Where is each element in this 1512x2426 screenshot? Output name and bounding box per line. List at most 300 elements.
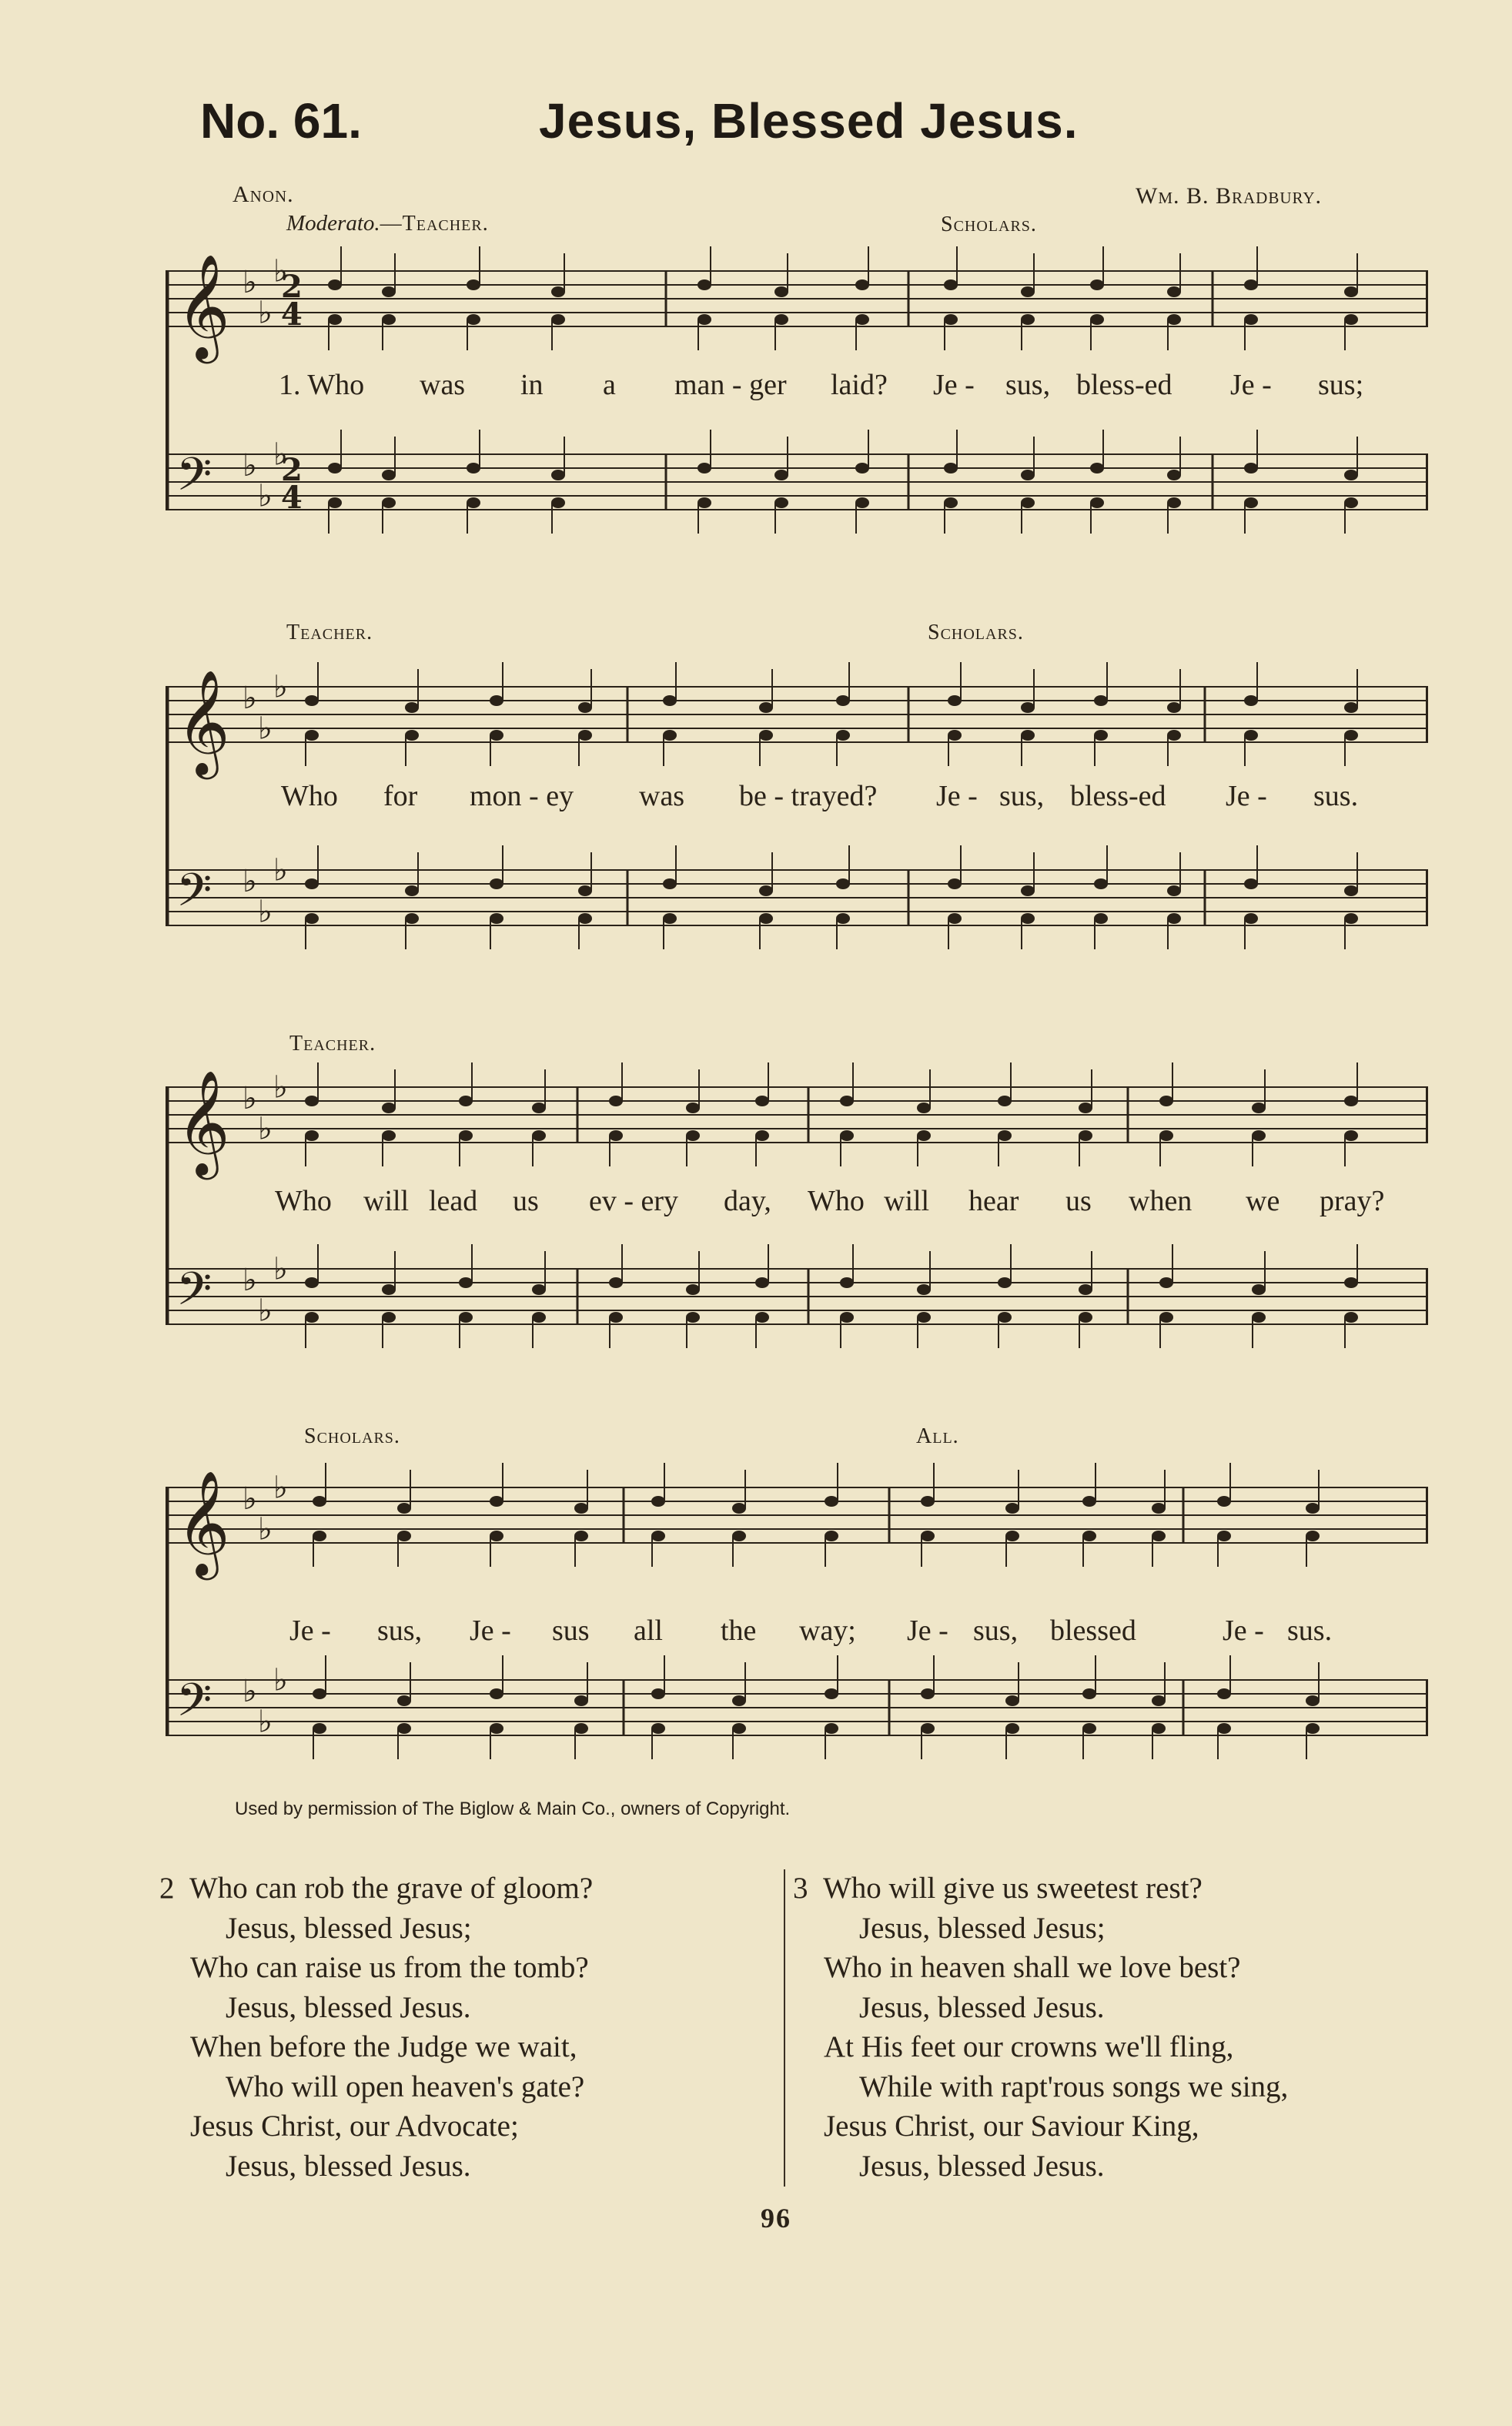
lyric-syllable: Je -	[907, 1615, 948, 1647]
treble-clef-icon: 𝄞	[176, 253, 230, 359]
notehead	[697, 279, 711, 290]
notehead	[948, 878, 962, 889]
notehead	[1217, 1531, 1231, 1541]
notehead	[405, 913, 419, 924]
notehead	[774, 497, 788, 508]
notehead	[836, 878, 850, 889]
notehead	[651, 1496, 665, 1507]
notehead	[1021, 286, 1035, 297]
notehead	[1090, 463, 1104, 473]
notehead	[948, 913, 962, 924]
notehead	[1082, 1723, 1096, 1734]
lyric-syllable: Who	[281, 780, 338, 812]
notehead	[1152, 1695, 1166, 1706]
verse-line: Who in heaven shall we love best?	[824, 1951, 1241, 1984]
notehead	[551, 286, 565, 297]
lyric-syllable: pray?	[1320, 1185, 1385, 1217]
notehead	[732, 1723, 746, 1734]
notehead	[825, 1723, 838, 1734]
lyric-syllable: Je -	[470, 1615, 511, 1647]
notehead	[1244, 279, 1258, 290]
notehead	[1244, 730, 1258, 741]
notehead	[998, 1130, 1012, 1141]
lyric-syllable: Je -	[1226, 780, 1267, 812]
notehead	[1021, 730, 1035, 741]
treble-clef-icon: 𝄞	[176, 668, 230, 775]
notehead	[574, 1503, 588, 1514]
notehead	[490, 1496, 503, 1507]
bass-clef-icon: 𝄢	[176, 863, 212, 928]
notehead	[1159, 1096, 1173, 1106]
notehead	[459, 1130, 473, 1141]
notehead	[609, 1312, 623, 1323]
notehead	[405, 702, 419, 713]
verse-2	[159, 1869, 593, 2186]
verse-line: Jesus Christ, our Saviour King,	[824, 2110, 1199, 2143]
lyric-syllable: Who	[808, 1185, 865, 1217]
notehead	[1021, 702, 1035, 713]
notehead	[1252, 1284, 1266, 1295]
notehead	[397, 1531, 411, 1541]
notehead	[1005, 1723, 1019, 1734]
notehead	[1079, 1284, 1092, 1295]
part-label-all-4: All.	[916, 1424, 959, 1448]
notehead	[686, 1130, 700, 1141]
flat-icon: ♭	[273, 852, 288, 888]
notehead	[917, 1312, 931, 1323]
bass-clef-icon: 𝄢	[176, 1262, 212, 1327]
flat-icon: ♭	[273, 1069, 288, 1106]
lyric-syllable: bless-ed	[1076, 369, 1172, 401]
notehead	[1167, 286, 1181, 297]
notehead	[490, 1531, 503, 1541]
notehead	[490, 695, 503, 706]
notehead	[1159, 1312, 1173, 1323]
notehead	[1021, 497, 1035, 508]
flat-icon: ♭	[258, 711, 273, 747]
flat-icon: ♭	[273, 437, 288, 473]
flat-icon: ♭	[258, 1293, 273, 1329]
verse-line: Who will open heaven's gate?	[226, 2070, 585, 2103]
notehead	[1021, 885, 1035, 896]
notehead	[1152, 1723, 1166, 1734]
notehead	[1094, 695, 1108, 706]
notehead	[1079, 1130, 1092, 1141]
notehead	[1090, 497, 1104, 508]
lyric-syllable: way;	[799, 1615, 856, 1647]
notehead	[305, 1096, 319, 1106]
notehead	[840, 1096, 854, 1106]
notehead	[467, 497, 480, 508]
notehead	[397, 1503, 411, 1514]
notehead	[305, 913, 319, 924]
lyric-syllable: Je -	[1230, 369, 1272, 401]
flat-icon: ♭	[243, 265, 257, 300]
notehead	[840, 1312, 854, 1323]
notehead	[459, 1277, 473, 1288]
notehead	[1079, 1312, 1092, 1323]
treble-clef-icon: 𝄞	[176, 1469, 230, 1575]
lyric-syllable: was	[420, 369, 466, 401]
notehead	[467, 314, 480, 325]
notehead	[663, 878, 677, 889]
notehead	[1306, 1531, 1320, 1541]
notehead	[825, 1496, 838, 1507]
part-label-scholars-2: Scholars.	[928, 621, 1024, 644]
notehead	[759, 913, 773, 924]
notehead	[490, 913, 503, 924]
verse-line: While with rapt'rous songs we sing,	[859, 2070, 1289, 2103]
notehead	[574, 1695, 588, 1706]
notehead	[1344, 1130, 1358, 1141]
time-signature-top: 2	[281, 452, 303, 488]
flat-icon: ♭	[243, 1674, 257, 1709]
notehead	[1152, 1503, 1166, 1514]
notehead	[836, 695, 850, 706]
notehead	[1217, 1688, 1231, 1699]
notehead	[305, 730, 319, 741]
flat-icon: ♭	[243, 1081, 257, 1116]
words-credit: Anon.	[232, 182, 294, 207]
verse-line: Jesus, blessed Jesus.	[226, 1990, 471, 2024]
notehead	[305, 1130, 319, 1141]
notehead	[1306, 1503, 1320, 1514]
notehead	[1021, 470, 1035, 480]
lyric-syllable: Je -	[933, 369, 975, 401]
notehead	[578, 885, 592, 896]
notehead	[1344, 913, 1358, 924]
notehead	[1344, 314, 1358, 325]
notehead	[697, 497, 711, 508]
lyric-syllable: was	[639, 780, 685, 812]
notehead	[1344, 730, 1358, 741]
flat-icon: ♭	[273, 253, 288, 289]
notehead	[1344, 497, 1358, 508]
notehead	[1005, 1695, 1019, 1706]
notehead	[1244, 913, 1258, 924]
notehead	[944, 314, 958, 325]
notehead	[1244, 695, 1258, 706]
notehead	[551, 470, 565, 480]
flat-icon: ♭	[258, 1511, 273, 1548]
notehead	[328, 314, 342, 325]
notehead	[305, 1312, 319, 1323]
notehead	[732, 1531, 746, 1541]
notehead	[1167, 470, 1181, 480]
notehead	[855, 463, 869, 473]
notehead	[1152, 1531, 1166, 1541]
lyric-syllable: laid?	[831, 369, 888, 401]
notehead	[305, 1277, 319, 1288]
lyric-syllable: blessed	[1050, 1615, 1136, 1647]
lyric-syllable: for	[383, 780, 418, 812]
notehead	[578, 913, 592, 924]
bass-clef-icon: 𝄢	[176, 447, 212, 512]
notehead	[921, 1723, 935, 1734]
notehead	[651, 1723, 665, 1734]
notehead	[405, 885, 419, 896]
notehead	[397, 1695, 411, 1706]
notehead	[313, 1723, 326, 1734]
verse-line: Jesus, blessed Jesus;	[859, 1911, 1106, 1945]
notehead	[651, 1531, 665, 1541]
notehead	[759, 885, 773, 896]
lyric-syllable: sus	[552, 1615, 590, 1647]
notehead	[382, 1284, 396, 1295]
notehead	[1167, 497, 1181, 508]
flat-icon: ♭	[258, 1704, 273, 1740]
notehead	[313, 1496, 326, 1507]
notehead	[1159, 1277, 1173, 1288]
verse-line: Who can raise us from the tomb?	[190, 1951, 589, 1984]
lyric-syllable: a	[603, 369, 616, 401]
notehead	[697, 463, 711, 473]
notehead	[490, 1688, 503, 1699]
notehead	[732, 1695, 746, 1706]
notehead	[921, 1531, 935, 1541]
verse-number: 3	[793, 1872, 808, 1905]
notehead	[1005, 1531, 1019, 1541]
part-label-teacher-3: Teacher.	[289, 1032, 376, 1056]
notehead	[917, 1130, 931, 1141]
lyric-syllable: us	[1065, 1185, 1092, 1217]
notehead	[459, 1312, 473, 1323]
notehead	[732, 1503, 746, 1514]
notehead	[836, 730, 850, 741]
lyric-syllable: hear	[968, 1185, 1019, 1217]
notehead	[755, 1312, 769, 1323]
tempo-part-label: —Teacher.	[380, 212, 489, 236]
notehead	[1021, 314, 1035, 325]
notehead	[998, 1277, 1012, 1288]
verse-line: At His feet our crowns we'll fling,	[824, 2030, 1234, 2063]
tempo-text: Moderato.	[286, 211, 380, 236]
flat-icon: ♭	[243, 1263, 257, 1298]
notehead	[382, 286, 396, 297]
notehead	[382, 470, 396, 480]
notehead	[686, 1103, 700, 1113]
notehead	[759, 730, 773, 741]
notehead	[551, 497, 565, 508]
notehead	[1094, 913, 1108, 924]
verse-line: When before the Judge we wait,	[190, 2030, 577, 2063]
lyric-syllable: will	[884, 1185, 930, 1217]
notehead	[663, 695, 677, 706]
notehead	[840, 1130, 854, 1141]
notehead	[382, 314, 396, 325]
music-system-3	[166, 1062, 1428, 1370]
notehead	[578, 702, 592, 713]
lyric-syllable: will	[363, 1185, 410, 1217]
verse-divider	[784, 1869, 785, 2187]
lyric-syllable: 1. Who	[279, 369, 365, 401]
notehead	[917, 1103, 931, 1113]
treble-clef-icon: 𝄞	[176, 1069, 230, 1175]
lyric-syllable: us	[513, 1185, 539, 1217]
lyric-syllable: the	[721, 1615, 757, 1647]
notehead	[1090, 314, 1104, 325]
notehead	[574, 1531, 588, 1541]
notehead	[1244, 314, 1258, 325]
notehead	[1244, 878, 1258, 889]
verse-3	[793, 1869, 1288, 2186]
notehead	[774, 470, 788, 480]
notehead	[1252, 1130, 1266, 1141]
bass-clef-icon: 𝄢	[176, 1673, 212, 1738]
lyric-syllable: sus,	[377, 1615, 423, 1647]
notehead	[1344, 286, 1358, 297]
lyric-syllable: sus,	[999, 780, 1045, 812]
lyric-syllable: we	[1246, 1185, 1280, 1217]
flat-icon: ♭	[243, 864, 257, 899]
notehead	[1021, 913, 1035, 924]
notehead	[1082, 1531, 1096, 1541]
verse-line: Who will give us sweetest rest?	[823, 1872, 1203, 1905]
lyric-syllable: lead	[429, 1185, 478, 1217]
time-signature-top: 2	[281, 269, 303, 305]
notehead	[1306, 1695, 1320, 1706]
notehead	[532, 1284, 546, 1295]
notehead	[1094, 730, 1108, 741]
copyright-notice: Used by permission of The Biglow & Main Co., owners of Copyright.	[235, 1799, 791, 1819]
flat-icon: ♭	[243, 1481, 257, 1517]
notehead	[944, 463, 958, 473]
lyric-syllable: mon - ey	[470, 780, 574, 812]
notehead	[490, 878, 503, 889]
notehead	[405, 730, 419, 741]
flat-icon: ♭	[273, 1470, 288, 1506]
notehead	[382, 497, 396, 508]
notehead	[755, 1277, 769, 1288]
notehead	[467, 463, 480, 473]
lyric-syllable: be - trayed?	[739, 780, 878, 812]
notehead	[532, 1312, 546, 1323]
verse-line: Jesus, blessed Jesus;	[226, 1911, 472, 1945]
notehead	[1005, 1503, 1019, 1514]
notehead	[855, 497, 869, 508]
lyric-syllable: sus;	[1318, 369, 1364, 401]
notehead	[755, 1096, 769, 1106]
lyric-syllable: sus,	[1005, 369, 1051, 401]
notehead	[328, 463, 342, 473]
notehead	[840, 1277, 854, 1288]
notehead	[759, 702, 773, 713]
notehead	[382, 1103, 396, 1113]
tempo-marking	[286, 211, 489, 236]
notehead	[1167, 885, 1181, 896]
flat-icon: ♭	[243, 681, 257, 716]
notehead	[1159, 1130, 1173, 1141]
flat-icon: ♭	[258, 1111, 273, 1147]
music-credit: Wm. B. Bradbury.	[1136, 183, 1323, 209]
lyric-syllable: in	[520, 369, 544, 401]
notehead	[1344, 885, 1358, 896]
notehead	[328, 497, 342, 508]
verse-line: Jesus, blessed Jesus.	[859, 2149, 1105, 2183]
notehead	[651, 1688, 665, 1699]
notehead	[1244, 497, 1258, 508]
notehead	[313, 1531, 326, 1541]
notehead	[686, 1312, 700, 1323]
verse-line: Who can rob the grave of gloom?	[189, 1872, 594, 1905]
notehead	[944, 279, 958, 290]
notehead	[921, 1688, 935, 1699]
part-label-scholars-1: Scholars.	[941, 212, 1037, 236]
time-signature-bottom: 4	[281, 296, 303, 333]
notehead	[574, 1723, 588, 1734]
lyric-syllable: day,	[724, 1185, 771, 1217]
lyric-syllable: sus.	[1313, 780, 1359, 812]
notehead	[1344, 1312, 1358, 1323]
notehead	[1344, 1096, 1358, 1106]
score-system-3	[166, 1062, 1428, 1370]
lyric-syllable: all	[634, 1615, 663, 1647]
notehead	[313, 1688, 326, 1699]
notehead	[305, 878, 319, 889]
notehead	[663, 730, 677, 741]
hymn-header	[200, 92, 1309, 162]
flat-icon: ♭	[273, 1662, 288, 1698]
notehead	[551, 314, 565, 325]
lyric-syllable: sus,	[973, 1615, 1019, 1647]
part-label-teacher-2: Teacher.	[286, 621, 373, 644]
notehead	[1090, 279, 1104, 290]
notehead	[1344, 1277, 1358, 1288]
notehead	[459, 1096, 473, 1106]
notehead	[836, 913, 850, 924]
notehead	[1082, 1688, 1096, 1699]
verse-line: Jesus, blessed Jesus.	[859, 1990, 1105, 2024]
lyric-syllable: Je -	[936, 780, 978, 812]
verse-line: Jesus, blessed Jesus.	[226, 2149, 471, 2183]
verse-line: Jesus Christ, our Advocate;	[190, 2110, 519, 2143]
notehead	[1167, 730, 1181, 741]
notehead	[1344, 470, 1358, 480]
notehead	[774, 314, 788, 325]
notehead	[382, 1312, 396, 1323]
notehead	[609, 1277, 623, 1288]
notehead	[855, 314, 869, 325]
notehead	[328, 279, 342, 290]
notehead	[467, 279, 480, 290]
notehead	[532, 1130, 546, 1141]
notehead	[944, 497, 958, 508]
notehead	[578, 730, 592, 741]
lyric-syllable: Je -	[289, 1615, 331, 1647]
notehead	[948, 730, 962, 741]
notehead	[825, 1531, 838, 1541]
flat-icon: ♭	[258, 478, 273, 514]
notehead	[1252, 1103, 1266, 1113]
notehead	[998, 1312, 1012, 1323]
notehead	[1252, 1312, 1266, 1323]
time-signature-bottom: 4	[281, 480, 303, 516]
lyric-syllable: man - ger	[674, 369, 787, 401]
notehead	[1344, 702, 1358, 713]
notehead	[1167, 913, 1181, 924]
page-number: 96	[761, 2203, 791, 2234]
notehead	[305, 695, 319, 706]
lyric-syllable: Je -	[1223, 1615, 1264, 1647]
notehead	[1167, 702, 1181, 713]
notehead	[1244, 463, 1258, 473]
notehead	[1217, 1496, 1231, 1507]
notehead	[1082, 1496, 1096, 1507]
notehead	[917, 1284, 931, 1295]
flat-icon: ♭	[258, 894, 273, 930]
notehead	[686, 1284, 700, 1295]
lyric-syllable: bless-ed	[1070, 780, 1166, 812]
